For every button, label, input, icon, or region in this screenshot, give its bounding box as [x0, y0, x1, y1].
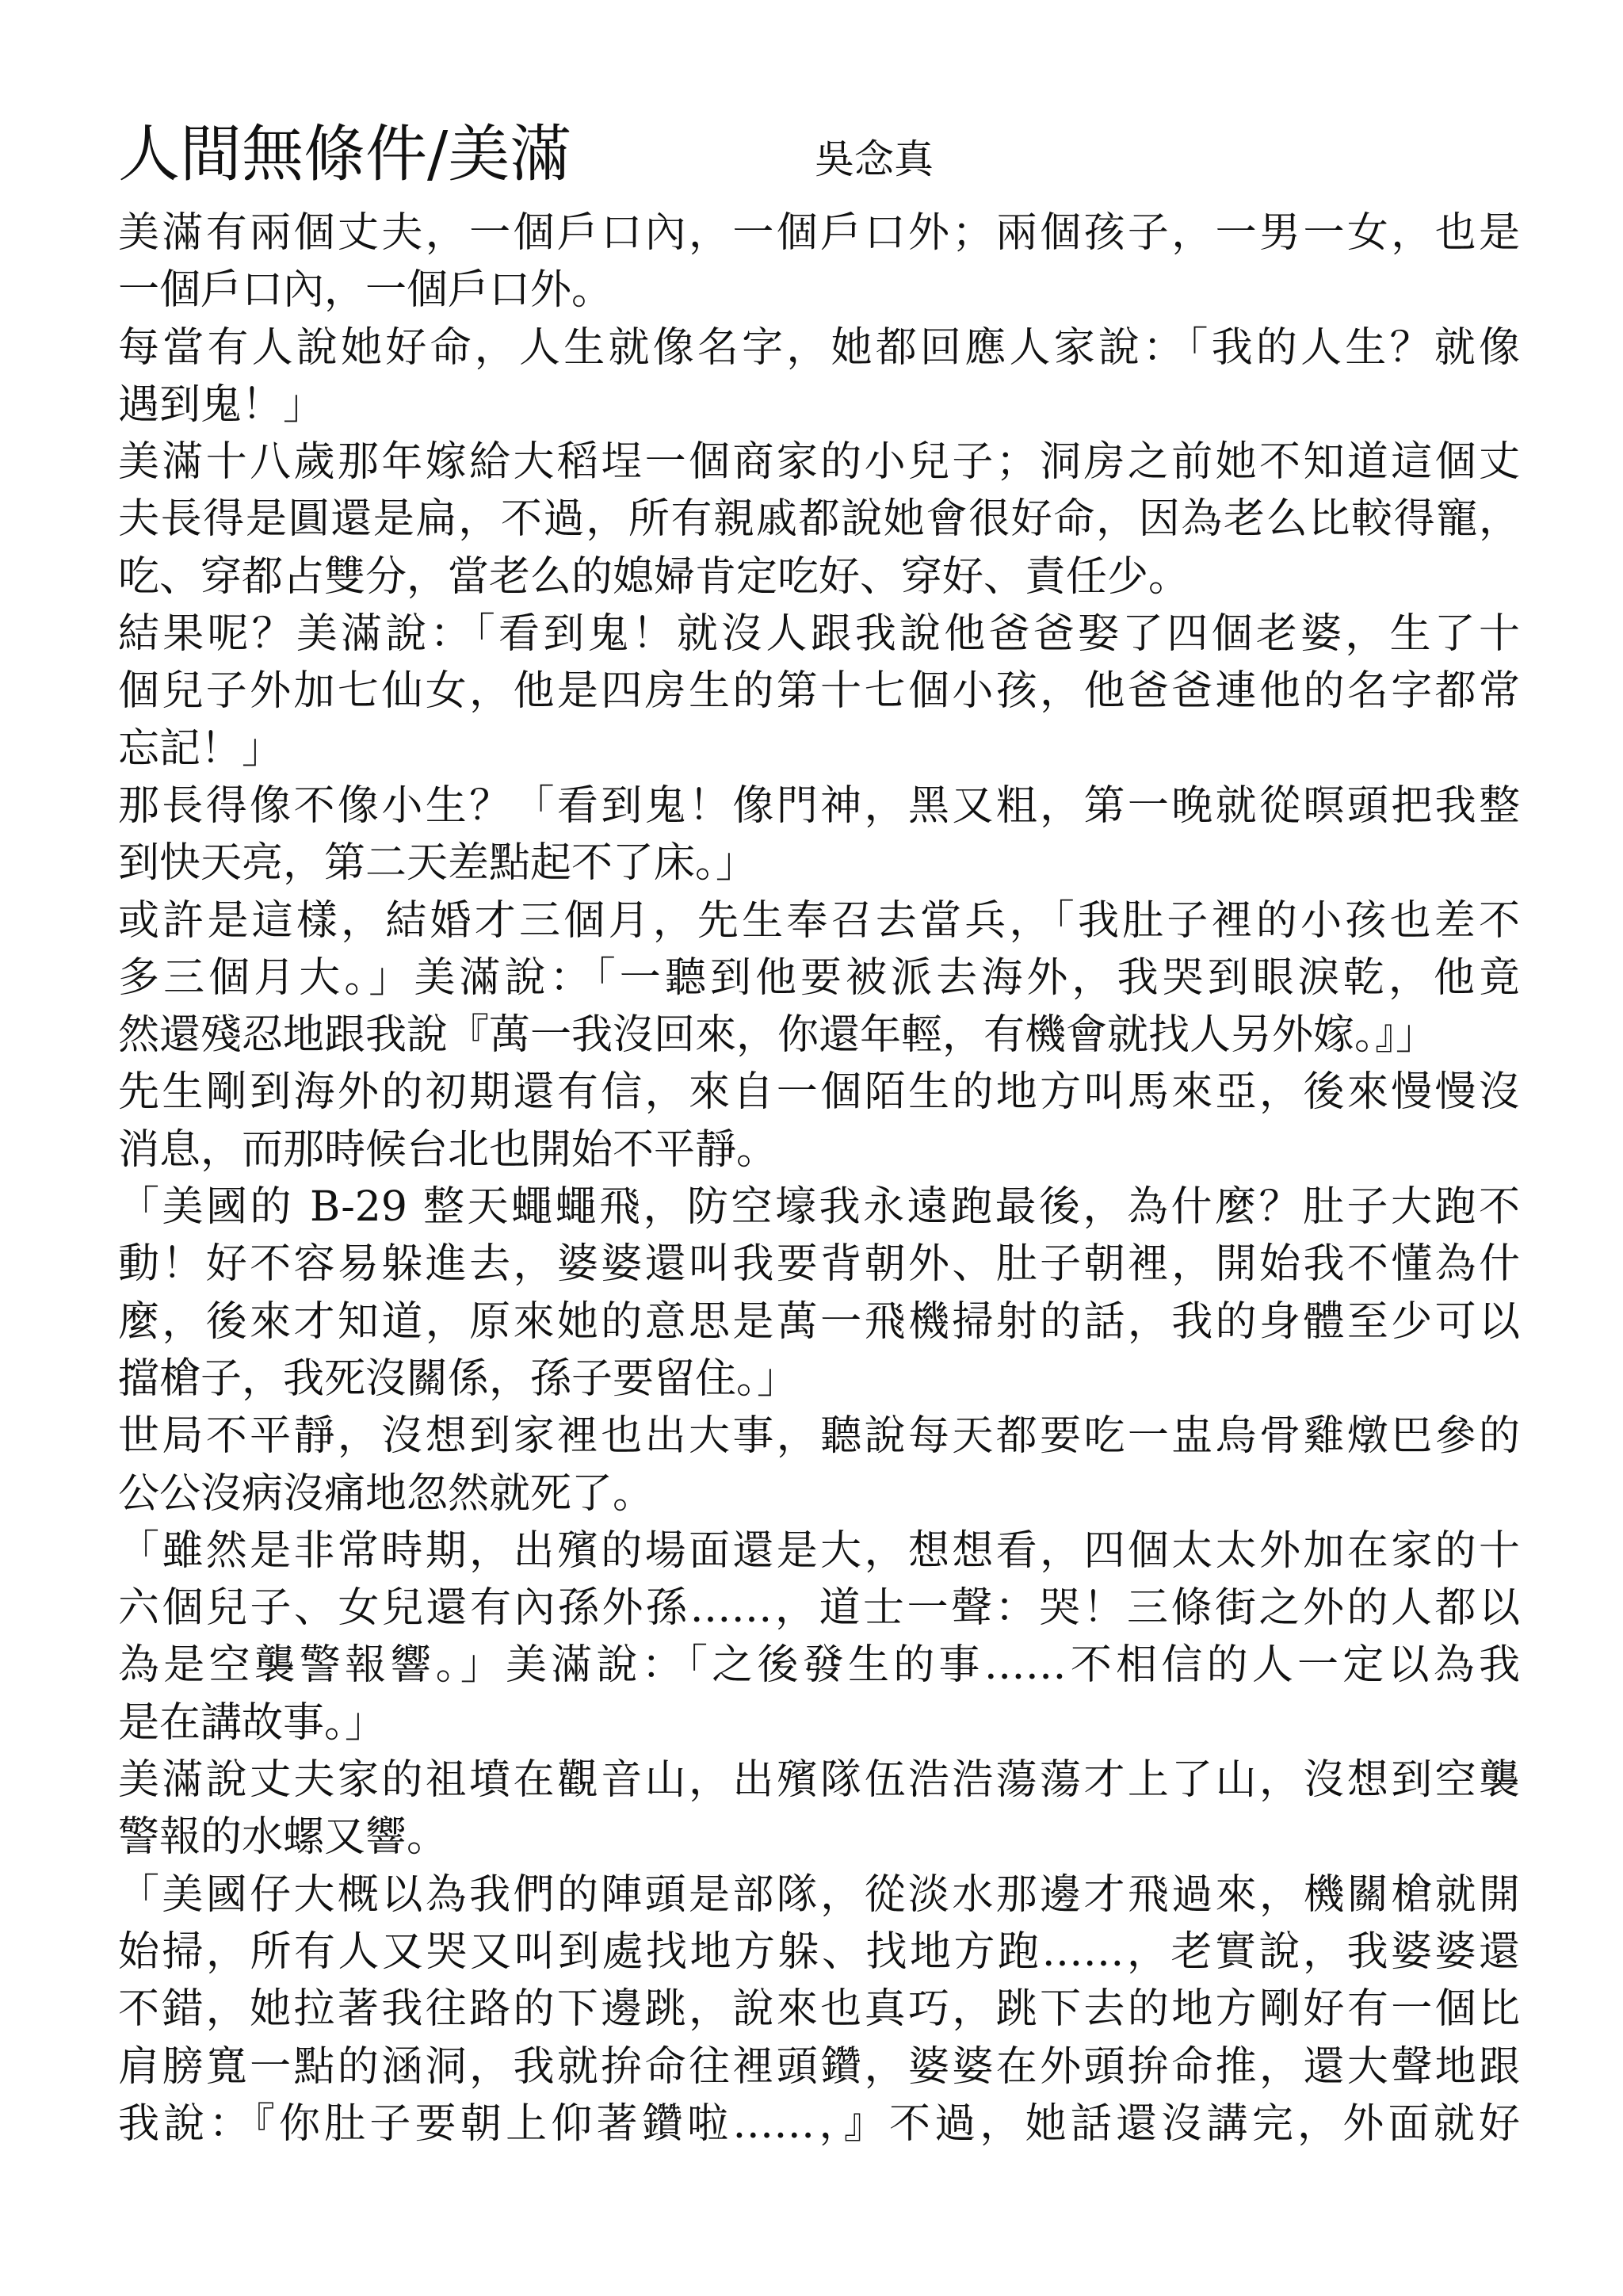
text-line: 「雖然是非常時期，出殯的場面還是大，想想看，四個太太外加在家的十 — [118, 1526, 1520, 1575]
text-line: 美滿有兩個丈夫，一個戶口內，一個戶口外；兩個孩子，一男一女，也是 — [118, 209, 1520, 257]
paragraph — [118, 606, 1520, 777]
text-line: 不錯，她拉著我往路的下邊跳，說來也真巧，跳下去的地方剛好有一個比 — [118, 1985, 1520, 2034]
text-line: 先生剛到海外的初期還有信，來自一個陌生的地方叫馬來亞，後來慢慢沒 — [118, 1068, 1520, 1117]
text-line: 遇到鬼！」 — [118, 380, 325, 429]
text-line: 到快天亮，第二天差點起不了床。」 — [118, 839, 758, 888]
text-line: 那長得像不像小生？「看到鬼！像門神，黑又粗，第一晚就從暝頭把我整 — [118, 781, 1520, 830]
paragraph — [118, 1752, 1520, 1866]
text-line: 結果呢？美滿說：「看到鬼！就沒人跟我說他爸爸娶了四個老婆，生了十 — [118, 610, 1520, 659]
text-line: 消息，而那時候台北也開始不平靜。 — [118, 1125, 778, 1174]
text-line: 世局不平靜，沒想到家裡也出大事，聽說每天都要吃一盅烏骨雞燉巴參的 — [118, 1412, 1520, 1461]
paragraph — [118, 892, 1520, 1064]
paragraph — [118, 1408, 1520, 1522]
text-line: 「美國的 B-29 整天蠅蠅飛，防空壕我永遠跑最後，為什麼？肚子大跑不 — [118, 1183, 1520, 1232]
text-line: 美滿十八歲那年嫁給大稻埕一個商家的小兒子；洞房之前她不知道這個丈 — [118, 438, 1520, 487]
paragraph — [118, 319, 1520, 434]
text-line: 或許是這樣，結婚才三個月，先生奉召去當兵，「我肚子裡的小孩也差不 — [118, 896, 1520, 945]
text-line: 公公沒病沒痛地忽然就死了。 — [118, 1469, 655, 1518]
text-line: 為是空襲警報響。」美滿說：「之後發生的事……不相信的人一定以為我 — [118, 1641, 1520, 1690]
article-body — [118, 204, 1520, 2153]
paragraph — [118, 434, 1520, 606]
text-line: 六個兒子、女兒還有內孫外孫……，道士一聲：哭！三條街之外的人都以 — [118, 1584, 1520, 1633]
paragraph — [118, 1522, 1520, 1752]
paragraph — [118, 1866, 1520, 2153]
paragraph — [118, 777, 1520, 892]
text-line: 個兒子外加七仙女，他是四房生的第十七個小孩，他爸爸連他的名字都常 — [118, 667, 1520, 716]
text-line: 動！好不容易躲進去，婆婆還叫我要背朝外、肚子朝裡，開始我不懂為什 — [118, 1240, 1520, 1289]
text-line: 一個戶口內，一個戶口外。 — [118, 266, 613, 315]
text-line: 始掃，所有人又哭又叫到處找地方躲、找地方跑……，老實說，我婆婆還 — [118, 1927, 1520, 1976]
text-line: 是在講故事。」 — [118, 1698, 387, 1747]
author-name: 吳念真 — [815, 136, 934, 182]
text-line: 忘記！」 — [118, 724, 284, 773]
text-line: 「美國仔大概以為我們的陣頭是部隊，從淡水那邊才飛過來，機關槍就開 — [118, 1870, 1520, 1919]
paragraph — [118, 1179, 1520, 1408]
text-line: 多三個月大。」美滿說：「一聽到他要被派去海外，我哭到眼淚乾，他竟 — [118, 953, 1520, 1002]
text-line: 麼，後來才知道，原來她的意思是萬一飛機掃射的話，我的身體至少可以 — [118, 1297, 1520, 1346]
text-line: 警報的水螺又響。 — [118, 1813, 449, 1862]
text-line: 肩膀寬一點的涵洞，我就拚命往裡頭鑽，婆婆在外頭拚命推，還大聲地跟 — [118, 2042, 1520, 2091]
text-line: 每當有人說她好命，人生就像名字，她都回應人家說：「我的人生？就像 — [118, 323, 1520, 372]
text-line: 我說：『你肚子要朝上仰著鑽啦……，』不過，她話還沒講完，外面就好 — [118, 2099, 1520, 2148]
text-line: 美滿說丈夫家的祖墳在觀音山，出殯隊伍浩浩蕩蕩才上了山，沒想到空襲 — [118, 1756, 1520, 1805]
text-line: 吃、穿都占雙分，當老么的媳婦肯定吃好、穿好、責任少。 — [118, 552, 1190, 601]
text-line: 擋槍子，我死沒關係，孫子要留住。」 — [118, 1354, 799, 1403]
text-line: 然還殘忍地跟我說『萬一我沒回來，你還年輕，有機會就找人另外嫁。』」 — [118, 1011, 1438, 1060]
paragraph — [118, 1064, 1520, 1179]
text-line: 夫長得是圓還是扁，不過，所有親戚都說她會很好命，因為老么比較得寵， — [118, 495, 1520, 544]
page-title: 人間無條件/美滿 — [118, 119, 572, 190]
paragraph — [118, 204, 1520, 319]
